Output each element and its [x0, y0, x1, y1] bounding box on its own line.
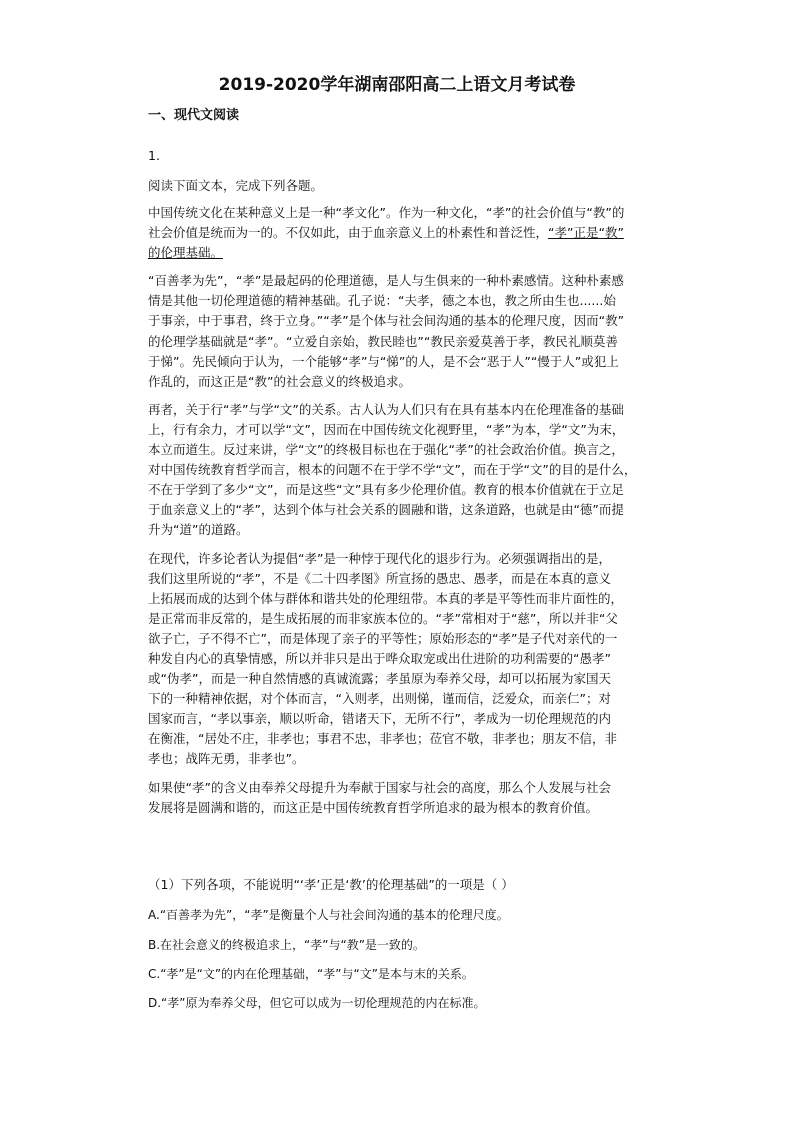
- text-line: 上，行有余力，才可以学“文”，因而在中国传统文化视野里，“孝”为本，学“文”为末，: [148, 421, 625, 437]
- paragraph-3: [148, 400, 648, 541]
- page-title: 2019-2020学年湖南邵阳高二上语文月考试卷: [218, 75, 576, 95]
- text-line: 于血亲意义上的“孝”，达到个体与社会关系的圆融和谐，这条道路，也就是由“德”而提: [148, 502, 624, 518]
- text-line: 升为“道”的道路。: [148, 522, 249, 538]
- text-line: 不在于学到了多少“文”，而是这些“文”具有多少伦理价值。教育的根本价值就在于立足: [148, 482, 624, 498]
- text-line: 上拓展而成的达到个体与群体和谐共处的伦理纽带。本真的孝是平等性而非片面性的，: [148, 590, 624, 606]
- text-line: 是正常而非反常的，是生成拓展的而非家族本位的。“孝”常相对于“慈”，所以并非“父: [148, 610, 618, 626]
- text-line: 国家而言，“孝以事亲，顺以听命，错诸天下，无所不行”，孝成为一切伦理规范的内: [148, 711, 611, 727]
- paragraph-5: [148, 778, 648, 818]
- text-line: 再者，关于行“孝”与学“文”的关系。古人认为人们只有在具有基本内在伦理准备的基础: [148, 401, 624, 417]
- paragraph-4: [148, 549, 648, 770]
- question-stem: （1）下列各项，不能说明“‘孝’正是‘教’的伦理基础”的一项是（ ）: [148, 877, 514, 892]
- question-number: 1.: [148, 148, 160, 163]
- text-line: 孝也；战阵无勇，非孝也”。: [148, 751, 305, 767]
- text-line: 作乱的，而这正是“教”的社会意义的终极追求。: [148, 373, 411, 389]
- text-line: [148, 243, 648, 263]
- text-line: 本立而道生。反过来讲，学“文”的终极目标也在于强化“孝”的社会政治价值。换言之，: [148, 442, 624, 458]
- paragraph-1: [148, 203, 648, 263]
- paragraph-2: [148, 271, 648, 392]
- option-b[interactable]: B.在社会意义的终极追求上，“孝”与“教”是一致的。: [148, 938, 425, 952]
- text-segment: 社会价值是统而为一的。不仅如此，由于血亲意义上的朴素性和普泛性，: [148, 225, 549, 241]
- reading-passage: [148, 203, 648, 822]
- underlined-text: 的伦理基础。: [148, 245, 224, 261]
- text-line: 在现代，许多论者认为提倡“孝”是一种悖于现代化的退步行为。必须强调指出的是，: [148, 550, 611, 566]
- text-line: 在衡准，“居处不庄，非孝也；事君不忠，非孝也；莅官不敬，非孝也；朋友不信，非: [148, 731, 617, 747]
- text-line: 欲子亡，子不得不亡”，而是体现了亲子的平等性；原始形态的“孝”是子代对亲代的一: [148, 630, 618, 646]
- section-heading: 一、现代文阅读: [148, 108, 240, 123]
- text-line: 或“伪孝”，而是一种自然情感的真诚流露；孝虽原为奉养父母，却可以拓展为家国天: [148, 671, 611, 687]
- text-line: 情是其他一切伦理道德的精神基础。孔子说：“夫孝，德之本也，教之所由生也......始: [148, 293, 616, 309]
- text-line: 中国传统文化在某种意义上是一种“孝文化”。作为一种文化，“孝”的社会价值与“教”的: [148, 205, 625, 220]
- option-c[interactable]: C.“孝”是“文”的内在伦理基础，“孝”与“文”是本与末的关系。: [148, 967, 474, 981]
- text-line: 于事亲，中于事君，终于立身。”“孝”是个体与社会间沟通的基本的伦理尺度，因而“教”: [148, 313, 625, 329]
- text-line: 于悌”。先民倾向于认为，一个能够“孝”与“悌”的人，是不会“恶于人”“慢于人”或犯上: [148, 353, 619, 369]
- text-line: “百善孝为先”，“孝”是最起码的伦理道德，是人与生俱来的一种朴素感情。这种朴素感: [148, 273, 624, 289]
- text-line: 种发自内心的真挚情感，所以并非只是出于哗众取宠或出仕进阶的功利需要的“愚孝”: [148, 650, 611, 666]
- text-line: 对中国传统教育哲学而言，根本的问题不在于学不学“文”，而在于学“文”的目的是什么，: [148, 462, 637, 478]
- option-d[interactable]: D.“孝”原为奉养父母，但它可以成为一切伦理规范的内在标准。: [148, 996, 486, 1010]
- text-line: 发展将是圆满和谐的，而这正是中国传统教育哲学所追求的最为根本的教育价值。: [148, 799, 599, 815]
- option-a[interactable]: A.“百善孝为先”，“孝”是衡量个人与社会间沟通的基本的伦理尺度。: [148, 908, 509, 922]
- text-line: 下的一种精神依据，对个体而言，“入则孝，出则悌，谨而信，泛爱众，而亲仁”；对: [148, 691, 611, 707]
- text-line: 如果使“孝”的含义由奉养父母提升为奉献于国家与社会的高度，那么个人发展与社会: [148, 779, 611, 795]
- text-line: 的伦理学基础就是“孝”。“立爱自亲始，教民睦也”“教民亲爱莫善于孝，教民礼顺莫善: [148, 333, 618, 349]
- question-instruction: 阅读下面文本，完成下列各题。: [148, 178, 324, 193]
- text-line: [148, 223, 648, 243]
- text-line: 我们这里所说的“孝”，不是《二十四孝图》所宣扬的愚忠、愚孝，而是在本真的意义: [148, 570, 611, 586]
- underlined-text: “孝”正是“教”: [548, 225, 624, 241]
